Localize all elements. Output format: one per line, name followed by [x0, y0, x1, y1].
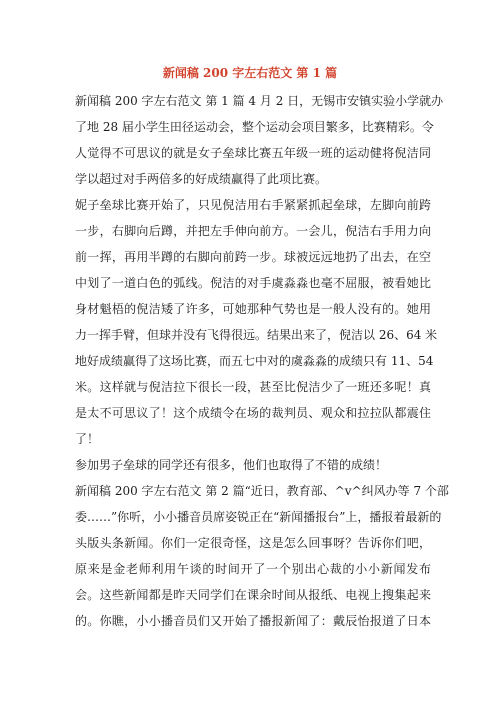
text-line: 新闻稿 200 字左右范文 第 1 篇 4 月 2 日，无锡市安镇实验小学就办 — [75, 94, 444, 108]
document-title: 新闻稿 200 字左右范文 第 1 篇 — [162, 66, 338, 80]
text-line: 中划了一道白色的弧线。倪洁的对手虞淼淼也毫不屈服，被看她比 — [75, 276, 431, 290]
document-body — [75, 88, 449, 634]
text-line: 了地 28 届小学生田径运动会，整个运动会项目繁多，比赛精彩。令 — [75, 120, 434, 134]
text-line: 头版头条新闻。你们一定很奇怪，这是怎么回事呀？告诉你们吧， — [75, 536, 431, 550]
text-line: 妮子垒球比赛开始了，只见倪洁用右手紧紧抓起垒球，左脚向前跨 — [75, 198, 431, 212]
text-line: 了！ — [75, 432, 100, 446]
text-line: 原来是金老师利用午谈的时间开了一个别出心裁的小小新闻发布 — [75, 562, 431, 576]
text-line: 身材魁梧的倪洁矮了许多，可她那种气势也是一般人没有的。她用 — [75, 302, 431, 316]
paragraph — [75, 478, 449, 634]
text-line: 委……”你听，小小播音员席姿锐正在“新闻播报台”上，播报着最新的 — [75, 510, 442, 524]
text-line: 米。这样就与倪洁拉下很长一段，甚至比倪洁少了一班还多呢！真 — [75, 380, 431, 394]
text-line: 新闻稿 200 字左右范文 第 2 篇“近日，教育部、^v^纠风办等 7 个部 — [75, 484, 449, 498]
text-line: 力一挥手臂，但球并没有飞得很远。结果出来了，倪洁以 26、64 米 — [75, 328, 438, 342]
paragraph — [75, 88, 444, 192]
text-line: 一步，右脚向后蹲，并把左手伸向前方。一会儿，倪洁右手用力向 — [75, 224, 431, 238]
text-line: 会。这些新闻都是昨天同学们在课余时间从报纸、电视上搜集起来 — [75, 588, 431, 602]
text-line: 的。你瞧，小小播音员们又开始了播报新闻了：戴辰怡报道了日本 — [75, 614, 431, 628]
text-line: 参加男子垒球的同学还有很多，他们也取得了不错的成绩！ — [75, 458, 388, 472]
text-line: 学以超过对手两倍多的好成绩赢得了此项比赛。 — [75, 172, 328, 186]
text-line: 人觉得不可思议的就是女子垒球比赛五年级一班的运动健将倪洁同 — [75, 146, 431, 160]
text-line: 前一挥，再用半蹲的右脚向前跨一步。球被远远地扔了出去，在空 — [75, 250, 431, 264]
paragraph — [75, 452, 431, 478]
paragraph — [75, 192, 438, 452]
text-line: 地好成绩赢得了这场比赛，而五七中对的虞淼淼的成绩只有 11、54 — [75, 354, 434, 368]
text-line: 是太不可思议了！这个成绩令在场的裁判员、观众和拉拉队都震住 — [75, 406, 431, 420]
